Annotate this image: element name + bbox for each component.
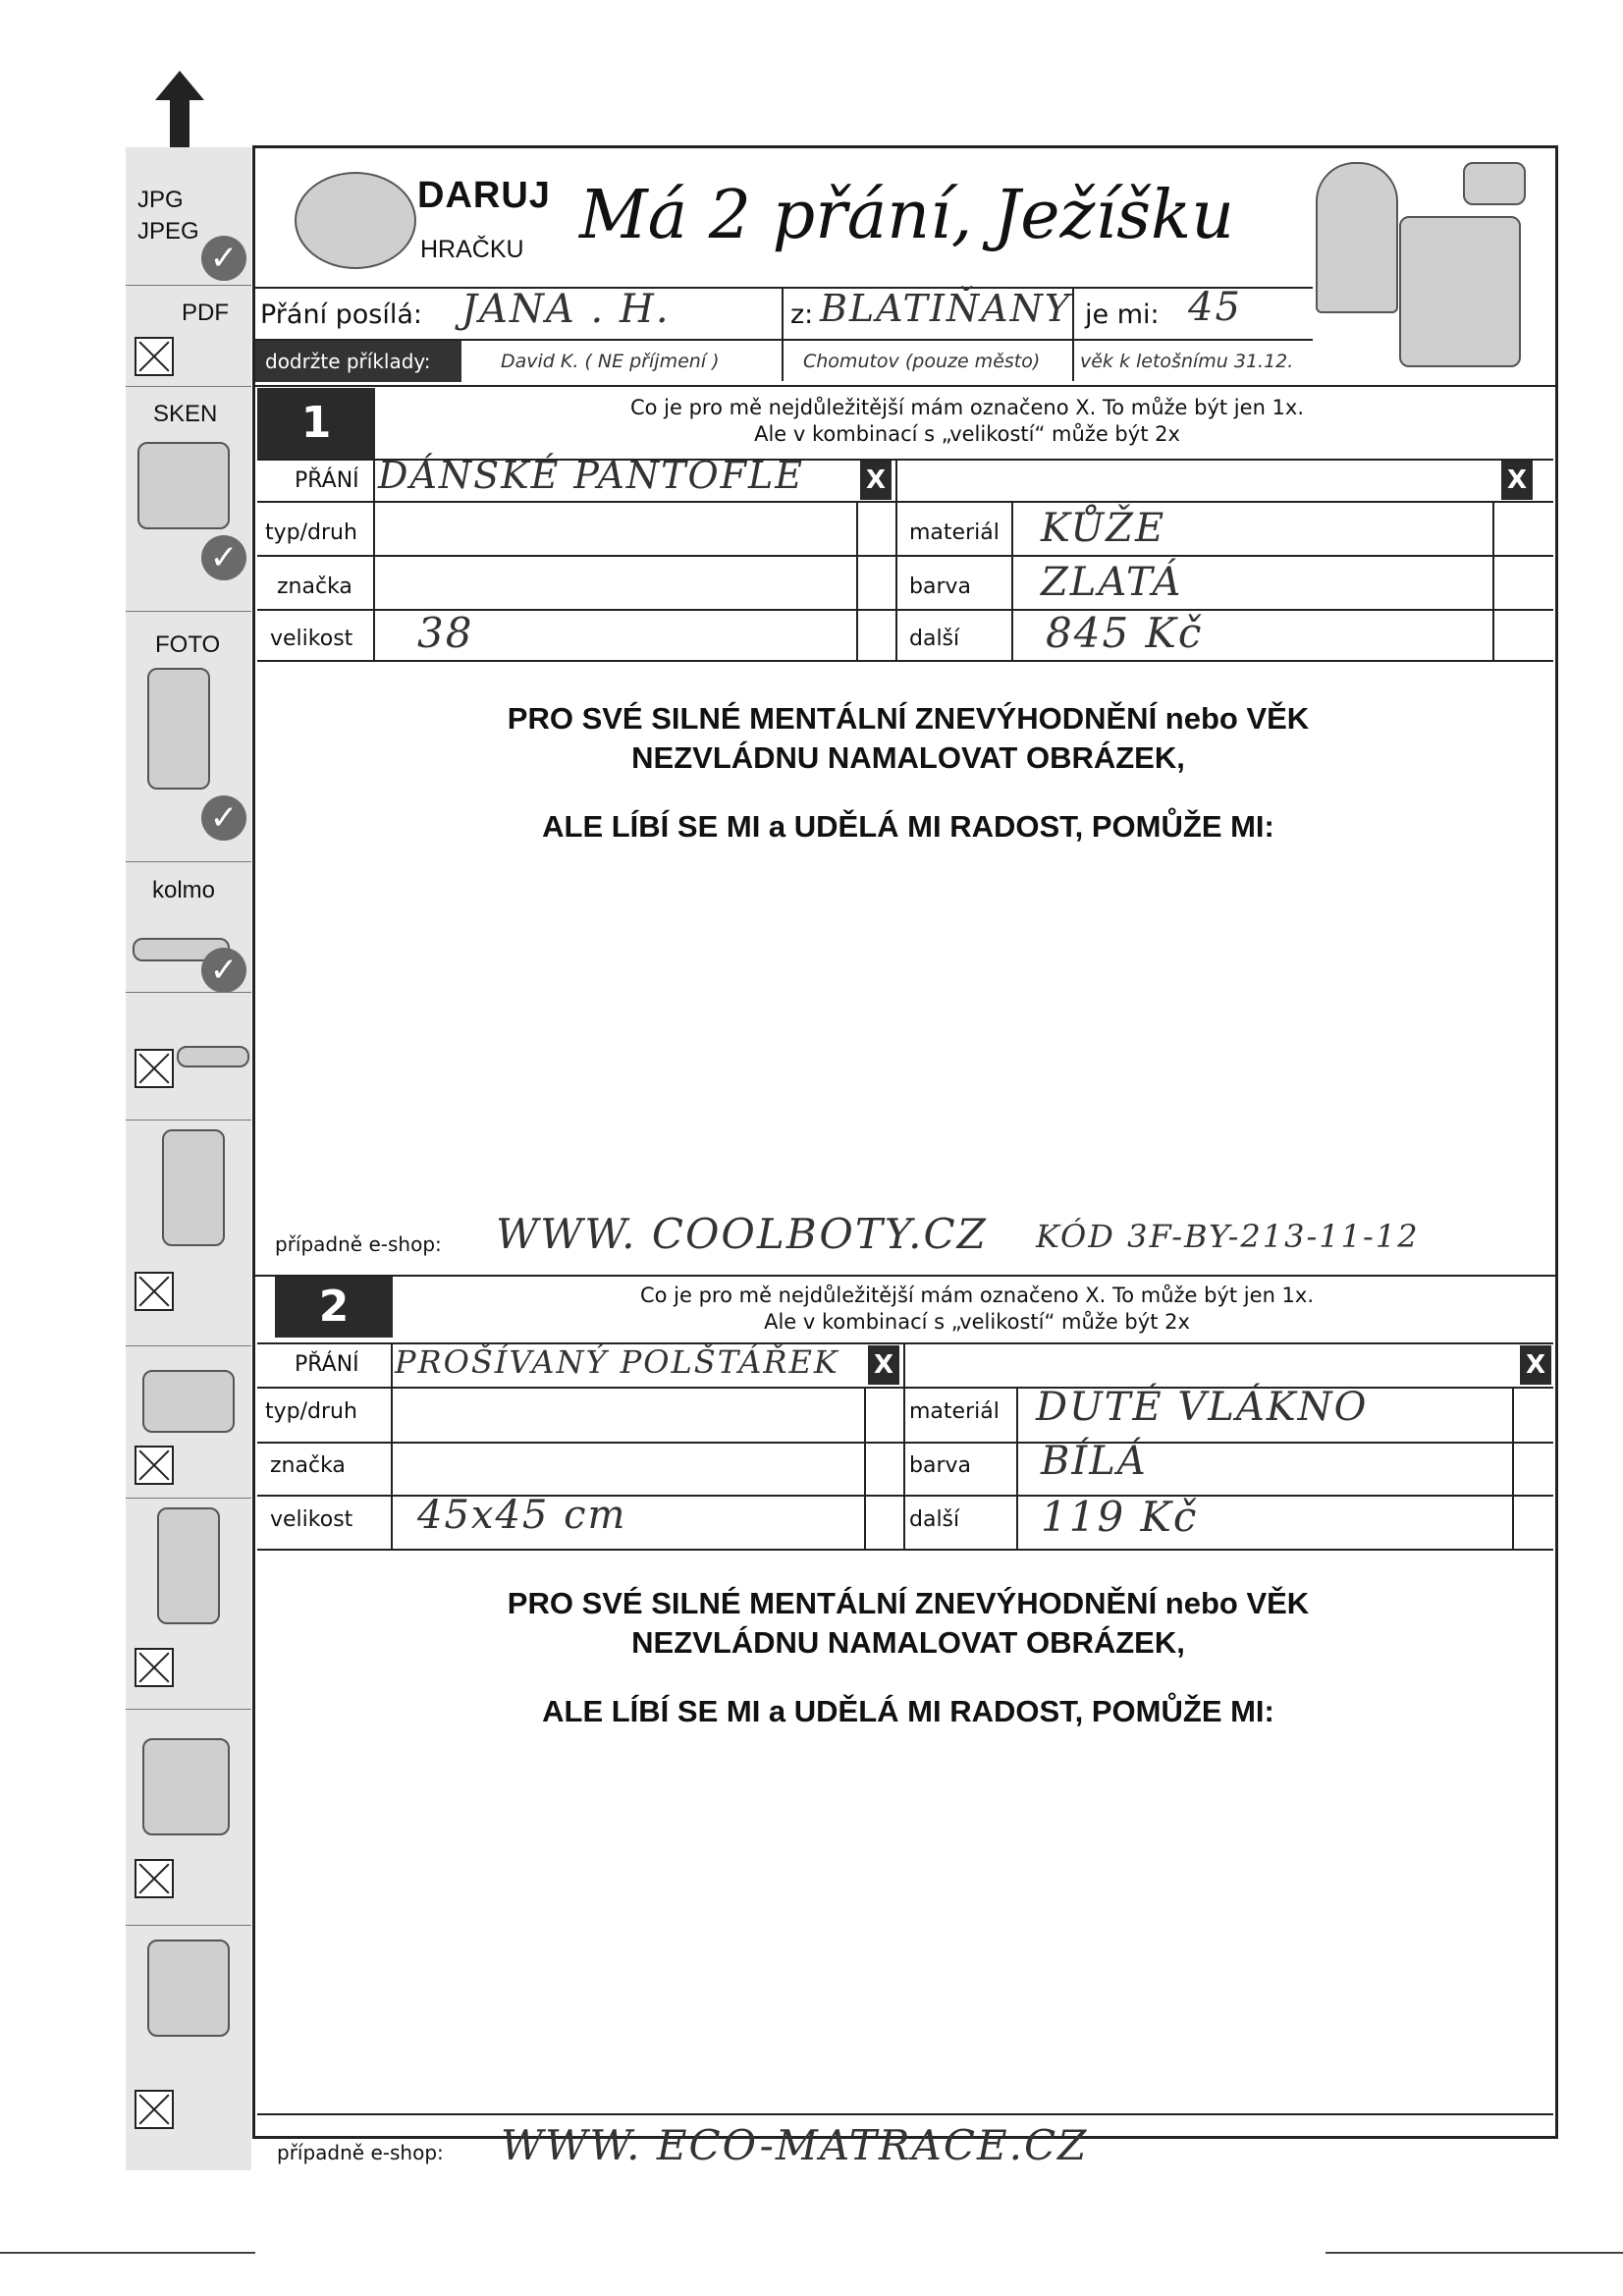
brand-label: značka <box>270 1453 346 1478</box>
format-label-kolmo: kolmo <box>152 877 216 903</box>
format-label-pdf: PDF <box>182 300 229 326</box>
material-value: DUTÉ VLÁKNO <box>1036 1385 1369 1430</box>
phone-hand-icon <box>162 1129 225 1246</box>
from-label: z: <box>790 300 814 330</box>
example-name: David K. ( NE příjmení ) <box>501 351 720 372</box>
priority-x-marker[interactable]: X <box>860 461 892 500</box>
notice-line: ALE LÍBÍ SE MI a UDĚLÁ MI RADOST, POMŮŽE MI: <box>542 1694 1274 1728</box>
sender-name: JANA . H. <box>461 287 671 332</box>
size-label: velikost <box>270 627 353 651</box>
phone-hand-icon <box>157 1507 220 1624</box>
phone-hand-icon <box>142 1738 230 1835</box>
type-label: typ/druh <box>265 520 357 545</box>
color-value: ZLATÁ <box>1041 560 1183 605</box>
cross-icon <box>135 1446 174 1485</box>
check-icon: ✓ <box>201 948 246 993</box>
notice-line: PRO SVÉ SILNÉ MENTÁLNÍ ZNEVÝHODNĚNÍ nebo VĚK <box>507 1586 1310 1620</box>
cross-icon <box>135 1272 174 1311</box>
size-label: velikost <box>270 1507 353 1532</box>
instruction-line: Co je pro mě nejdůležitější mám označeno X. To může být jen 1x. <box>639 1284 1315 1307</box>
notice-line: ALE LÍBÍ SE MI a UDĚLÁ MI RADOST, POMŮŽE MI: <box>542 809 1274 844</box>
type-label: typ/druh <box>265 1399 357 1424</box>
page-title: Má 2 přání, Ježíšku <box>579 177 1234 254</box>
priority-x-marker[interactable]: X <box>1501 461 1533 500</box>
priority-x-marker[interactable]: X <box>1520 1345 1551 1385</box>
cross-icon <box>135 1648 174 1687</box>
wish-number: 1 <box>257 388 375 459</box>
phone-hand-icon <box>147 1940 230 2037</box>
sender-label: Přání posílá: <box>260 300 423 330</box>
color-label: barva <box>909 1453 971 1478</box>
wish-label: PŘÁNÍ <box>295 1352 359 1377</box>
material-label: materiál <box>909 1399 1000 1424</box>
other-value: 845 Kč <box>1046 609 1204 657</box>
phone-hand-icon <box>142 1370 235 1433</box>
notice-line: NEZVLÁDNU NAMALOVAT OBRÁZEK, <box>631 1625 1185 1660</box>
angled-photo-icon <box>177 1046 249 1067</box>
priority-x-marker[interactable]: X <box>868 1345 899 1385</box>
other-label: další <box>909 1507 960 1532</box>
santa-logo-icon <box>295 172 416 269</box>
other-value: 119 Kč <box>1041 1493 1199 1541</box>
format-label-jpg: JPG <box>137 187 184 213</box>
cross-icon <box>135 2090 174 2129</box>
eshop-value: WWW. COOLBOTY.CZ <box>496 1210 988 1258</box>
logo-word-daruj: DARUJ <box>417 175 551 216</box>
size-value: 45x45 cm <box>417 1493 627 1538</box>
format-label-foto: FOTO <box>155 631 221 658</box>
material-label: materiál <box>909 520 1000 545</box>
cross-icon <box>135 337 174 376</box>
sender-town: BLATIŇANY <box>820 287 1071 330</box>
phone-hand-icon <box>147 668 210 790</box>
notice-line: NEZVLÁDNU NAMALOVAT OBRÁZEK, <box>631 740 1185 775</box>
cross-icon <box>135 1859 174 1898</box>
cross-icon <box>135 1049 174 1088</box>
wish-label: PŘÁNÍ <box>295 468 359 493</box>
wish-value: DÁNSKÉ PANTOFLE <box>378 454 805 497</box>
example-town: Chomutov (pouze město) <box>803 351 1041 372</box>
example-age: věk k letošnímu 31.12. <box>1080 351 1294 372</box>
eshop-value: WWW. ECO-MATRACE.CZ <box>501 2121 1089 2169</box>
wish-value: PROŠÍVANÝ POLŠTÁŘEK <box>395 1343 839 1381</box>
wish-number: 2 <box>275 1277 393 1338</box>
age-label: je mi: <box>1085 300 1160 330</box>
brand-label: značka <box>277 574 352 599</box>
material-value: KŮŽE <box>1041 506 1166 551</box>
child-writing-icon <box>1399 216 1521 367</box>
examples-label: dodržte příklady: <box>255 341 461 382</box>
logo-word-hracku: HRAČKU <box>420 236 524 263</box>
christmas-tree-icon <box>1316 162 1398 313</box>
color-value: BÍLÁ <box>1041 1439 1148 1484</box>
check-icon: ✓ <box>201 795 246 841</box>
eshop-label: případně e-shop: <box>275 1232 442 1256</box>
check-icon: ✓ <box>201 236 246 281</box>
instruction-line: Ale v kombinací s „velikostí“ může být 2x <box>754 422 1180 446</box>
format-label-jpeg: JPEG <box>137 218 199 245</box>
eshop-label: případně e-shop: <box>277 2141 444 2164</box>
other-label: další <box>909 627 960 651</box>
scanner-icon <box>137 442 230 529</box>
sender-age: 45 <box>1188 285 1242 330</box>
size-value: 38 <box>417 609 474 657</box>
product-code: KÓD 3F-BY-213-11-12 <box>1036 1218 1420 1255</box>
instruction-line: Co je pro mě nejdůležitější mám označeno X. To může být jen 1x. <box>629 396 1305 419</box>
notice-line: PRO SVÉ SILNÉ MENTÁLNÍ ZNEVÝHODNĚNÍ nebo VĚK <box>507 701 1310 736</box>
instruction-line: Ale v kombinací s „velikostí“ může být 2x <box>764 1310 1190 1334</box>
check-icon: ✓ <box>201 535 246 580</box>
color-label: barva <box>909 574 971 599</box>
gift-icon <box>1463 162 1526 205</box>
format-label-sken: SKEN <box>153 401 218 427</box>
